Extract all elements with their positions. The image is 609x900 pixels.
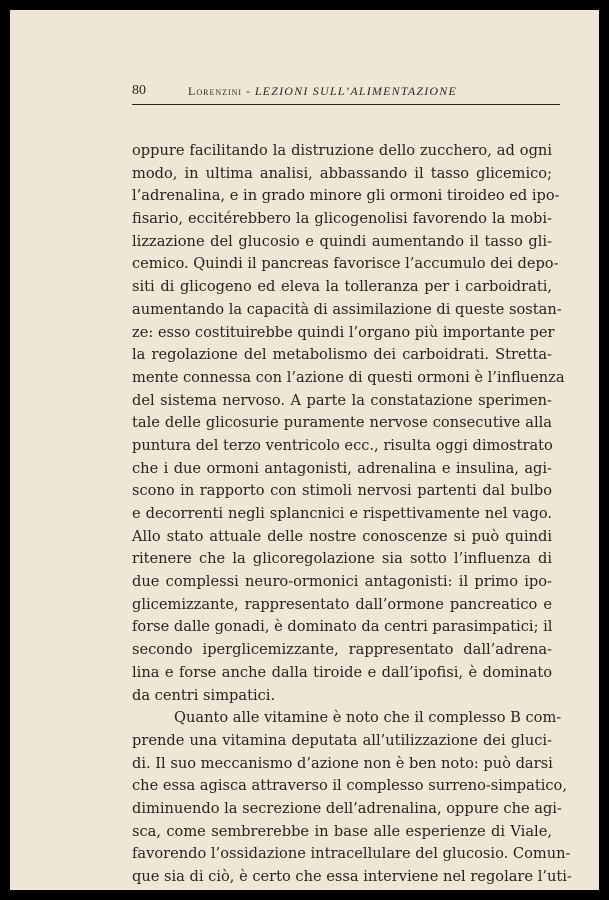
title-separator: -	[242, 84, 255, 98]
running-title	[188, 84, 457, 99]
text-line: di. Il suo meccanismo d’azione non è ben noto: può darsi	[132, 754, 553, 772]
author-name: Lorenzini	[188, 84, 243, 98]
text-line: favorendo l’ossidazione intracellulare del glucosio. Comun-	[132, 845, 571, 863]
text-line: del sistema nervoso. A parte la constatazione sperimen-	[132, 391, 552, 409]
page-header	[132, 77, 560, 107]
text-line: tale delle glicosurie puramente nervose consecutive alla	[132, 414, 552, 432]
text-line: siti di glicogeno ed eleva la tolleranza per i carboidrati,	[132, 278, 552, 296]
text-line: glicemizzante, rappresentato dall’ormone pancreatico e	[132, 595, 552, 613]
text-line: aumentando la capacità di assimilazione di queste sostan-	[132, 300, 562, 318]
text-line: che essa agisca attraverso il complesso surreno-simpatico,	[132, 777, 567, 795]
text-line: diminuendo la secrezione dell’adrenalina, oppure che agi-	[132, 799, 562, 817]
text-line: prende una vitamina deputata all’utilizzazione dei gluci-	[132, 731, 552, 749]
text-line: ritenere che la glicoregolazione sia sotto l’influenza di	[132, 550, 552, 568]
text-line: ze: esso costituirebbe quindi l’organo più importante per	[132, 323, 555, 341]
page-number: 80	[132, 83, 146, 98]
text-line: forse dalle gonadi, è dominato da centri parasimpatici; il	[132, 618, 553, 636]
text-line: que sia di ciò, è certo che essa interviene nel regolare l’uti-	[132, 868, 572, 885]
text-line: secondo iperglicemizzante, rappresentato dall’adrena-	[132, 641, 552, 659]
text-line: modo, in ultima analisi, abbassando il tasso glicemico;	[132, 164, 552, 182]
text-line: lizzazione del glucosio e quindi aumentando il tasso gli-	[132, 232, 552, 250]
text-line: due complessi neuro-ormonici antagonisti: il primo ipo-	[132, 573, 552, 591]
text-line: oppure facilitando la distruzione dello zucchero, ad ogni	[132, 142, 552, 159]
text-line: la regolazione del metabolismo dei carboidrati. Stretta-	[132, 346, 552, 364]
text-line: puntura del terzo ventricolo ecc., risulta oggi dimostrato	[132, 436, 553, 454]
text-line: fisario, eccitérebbero la glicogenolisi favorendo la mobi-	[132, 210, 552, 228]
book-title: LEZIONI SULL’ALIMENTAZIONE	[254, 84, 458, 98]
text-line: Quanto alle vitamine è noto che il complesso B com-	[174, 709, 562, 727]
text-line: mente connessa con l’azione di questi ormoni è l’influenza	[132, 368, 565, 386]
body-text	[132, 140, 572, 889]
text-line: lina e forse anche dalla tiroide e dall’ipofisi, è dominato	[132, 663, 552, 681]
text-line: Allo stato attuale delle nostre conoscenze si può quindi	[132, 527, 552, 545]
text-line: da centri simpatici.	[132, 686, 276, 704]
text-line: scono in rapporto con stimoli nervosi partenti dal bulbo	[132, 482, 552, 500]
text-line: sca, come sembrerebbe in base alle esperienze di Viale,	[132, 822, 552, 840]
text-line: cemico. Quindi il pancreas favorisce l’accumulo dei depo-	[132, 255, 559, 273]
text-line: e decorrenti negli splancnici e rispettivamente nel vago.	[132, 505, 552, 522]
book-page	[10, 10, 599, 890]
text-line: che i due ormoni antagonisti, adrenalina e insulina, agi-	[132, 459, 552, 477]
text-line: l’adrenalina, e in grado minore gli ormoni tiroideo ed ipo-	[132, 187, 560, 205]
header-rule	[132, 104, 560, 105]
